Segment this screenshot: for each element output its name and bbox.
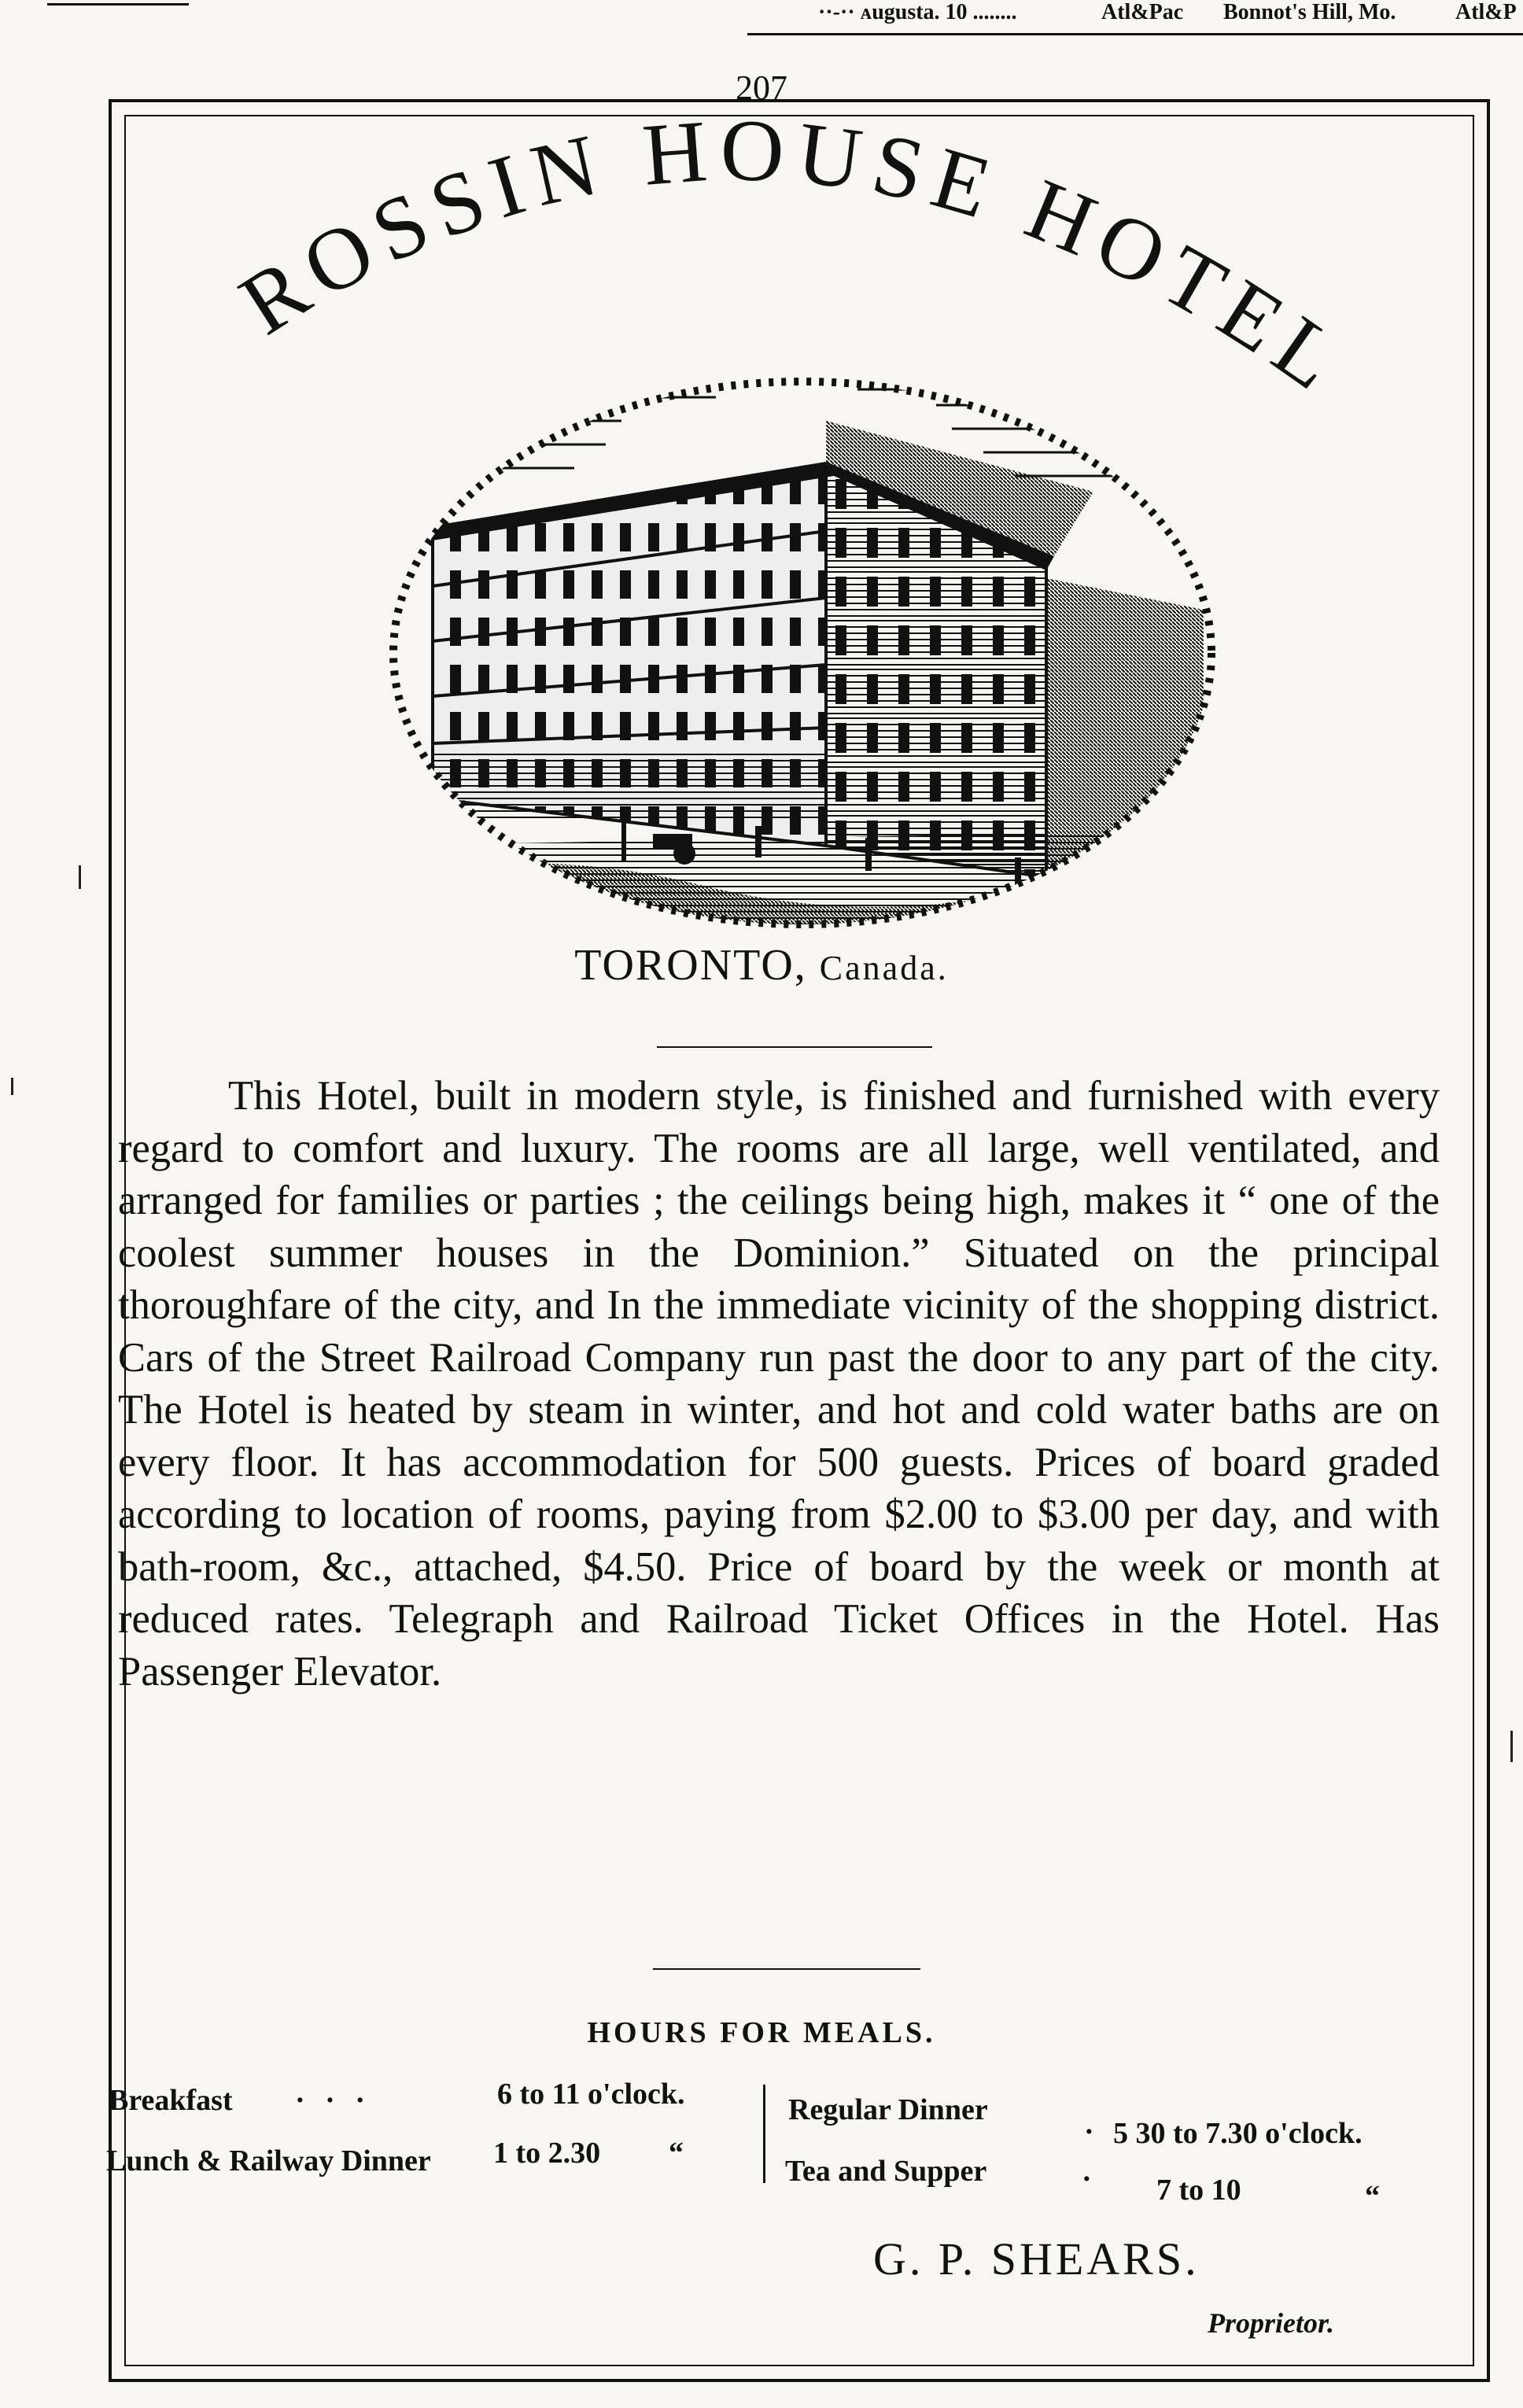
supper-time: 7 to 10: [1156, 2174, 1241, 2207]
margin-mark: [79, 865, 81, 889]
supper-ditto: “: [1365, 2180, 1380, 2213]
supper-label: Tea and Supper: [785, 2155, 987, 2188]
top-strip-fragment-2: Atl&Pac: [1101, 0, 1184, 24]
proprietor-name: G. P. SHEARS.: [873, 2233, 1200, 2284]
dinner-dot: ·: [1084, 2115, 1094, 2148]
dinner-time: 5 30 to 7.30 o'clock.: [1113, 2117, 1363, 2150]
margin-mark: [11, 1078, 13, 1095]
divider-rule-bottom: [653, 1968, 920, 1970]
page-number: 207: [736, 68, 787, 107]
margin-mark: [1510, 1731, 1513, 1762]
top-strip-fragment-4: Atl&P: [1455, 0, 1517, 24]
hotel-engraving-icon: [385, 374, 1219, 940]
meals-column-divider: [763, 2085, 765, 2183]
top-strip-fragment-1: ··-·· ᴀugusta. 10 ........: [818, 0, 1017, 24]
location-line: [0, 940, 1523, 990]
hotel-title-text: ROSSIN HOUSE HOTEL: [223, 101, 1366, 415]
proprietor-title: Proprietor.: [1208, 2307, 1335, 2339]
lunch-ditto: “: [669, 2137, 684, 2170]
svg-text:ROSSIN HOUSE HOTEL: [224, 101, 1366, 415]
lunch-label: Lunch & Railway Dinner: [106, 2144, 431, 2178]
breakfast-label: Breakfast: [109, 2084, 233, 2117]
meals-heading: HOURS FOR MEALS.: [587, 2016, 936, 2049]
lunch-time: 1 to 2.30: [493, 2137, 601, 2170]
hotel-description: This Hotel, built in modern style, is finished and furnished with every regard to comfort and luxury. The rooms are all large, well ventilated, and arranged for families or parties ; the ceilings being high, makes it “ one of the coolest summer houses in the Dominion.” Situated on the principal thoroughfare of the city, and In the immediate vicinity of the shopping district. Cars of the Street Railroad Company run past the door to any part of the city. The Hotel is heated by steam in winter, and hot and cold water baths are on every floor. It has accommodation for 500 guests. Prices of board graded according to location of rooms, paying from $2.00 to $3.00 per day, and with bath-room, &c., attached, $4.50. Price of board by the week or month at reduced rates. Telegraph and Railroad Ticket Offices in the Hotel. Has Passenger Elevator.: [118, 1073, 1440, 1694]
divider-rule-top: [657, 1046, 932, 1048]
supper-dot: ·: [1082, 2163, 1092, 2196]
breakfast-dots: · · ·: [295, 2084, 372, 2117]
top-strip-fragment-3: Bonnot's Hill, Mo.: [1223, 0, 1396, 24]
breakfast-time: 6 to 11 o'clock.: [497, 2078, 685, 2111]
location-city: TORONTO,: [574, 941, 807, 990]
location-country: Canada.: [819, 949, 949, 987]
dinner-label: Regular Dinner: [788, 2093, 988, 2126]
